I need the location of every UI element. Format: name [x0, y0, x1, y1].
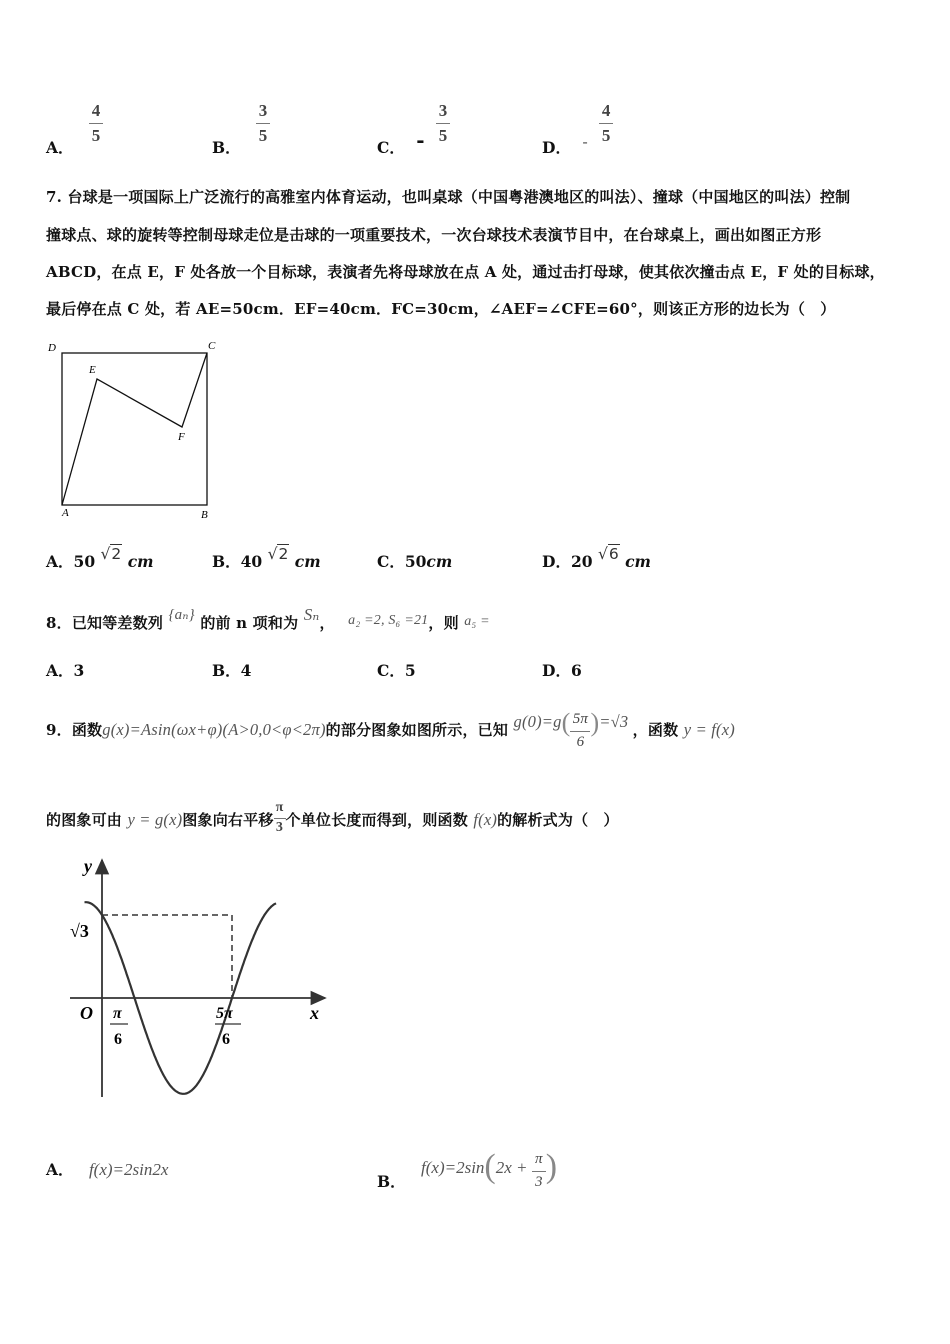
q7-square-figure [40, 336, 230, 526]
origin-label: O [80, 1003, 93, 1023]
q7-text-line-3: ABCD，在点 E，F 处各放一个目标球，表演者先将母球放在点 A 处，通过击打母球，使其依次撞击点 E，F 处的目标球， [46, 263, 885, 281]
y-tick-sqrt3: √3 [70, 921, 89, 941]
q7-option-b[interactable]: B．40 √2 cm [212, 545, 321, 571]
q8-option-c[interactable]: C．5 [377, 661, 416, 680]
ball-path [62, 353, 207, 505]
q6-option-a-fraction: $\frac{4}{5}$ [89, 102, 103, 145]
q6-option-c[interactable]: C． - $\frac{3}{5}$ [377, 102, 450, 145]
q9-sine-graph [60, 852, 340, 1102]
vertex-a-label: A [62, 507, 69, 519]
x-axis-label: x [310, 1003, 319, 1023]
q6-option-c-fraction: $\frac{3}{5}$ [436, 102, 450, 145]
q6-option-b[interactable]: B． $\frac{3}{5}$ [212, 102, 270, 145]
q8-condition: a₂ =2, S₆ =21 [348, 613, 429, 628]
x-tick-5pi-over-6-num: 5π [216, 1005, 233, 1022]
q6-option-d[interactable]: D． - $\frac{4}{5}$ [542, 102, 613, 145]
q9-function-f: y = f(x) [683, 720, 735, 740]
q7-text-line-2: 撞球点、球的旋转等控制母球走位是击球的一项重要技术，一次台球技术表演节目中，在台球桌上，画出如图正方形 [46, 226, 822, 244]
sqrt-symbol: √2 [100, 545, 122, 563]
q7-option-d[interactable]: D．20 √6 cm [542, 545, 651, 571]
vertex-b-label: B [201, 509, 208, 521]
q9-text-line-2: 的图象可由 y = g(x)图象向右平移 $\frac{\pi}{3}$ 个单位长度而得到，则函数 f(x)的解析式为（ ） [46, 800, 619, 835]
sqrt-symbol: √6 [597, 545, 619, 563]
q8-option-b[interactable]: B．4 [212, 661, 252, 680]
point-f-label: F [178, 431, 185, 443]
y-axis-label: y [84, 856, 92, 876]
q9-function-g: g(x)=Asin(ωx+φ)(A>0,0<φ<2π) [102, 720, 326, 740]
q9-shift-fraction: $\frac{\pi}{3}$ [274, 801, 286, 835]
q7-text-line-1: 7. 台球是一项国际上广泛流行的高雅室内体育运动，也叫桌球（中国粤港澳地区的叫法）、撞球（中国地区的叫法）控制 [46, 188, 851, 206]
q7-option-c[interactable]: C．50cm [377, 552, 453, 571]
q6-option-d-fraction: $\frac{4}{5}$ [599, 102, 613, 145]
x-tick-pi-over-6-num: π [113, 1005, 122, 1022]
q8-sum-symbol: Sₙ [303, 605, 320, 624]
q7-text-line-4: 最后停在点 C 处，若 AE=50cm．EF=40cm．FC=30cm，∠AEF=∠CFE=60°，则该正方形的边长为（ ） [46, 300, 836, 318]
q9-text-line-1: 9．函数g(x)=Asin(ωx+φ)(A>0,0<φ<2π)的部分图象如图所示，已知 g(0)=g( $\frac{5\pi}{6}$ )=√3 ，函数 y = f(x) [46, 708, 735, 750]
q9-option-b[interactable]: B． f(x)=2sin(2x + $\frac{\pi}{3}$ ) [377, 1148, 558, 1191]
minus-sign: - [582, 132, 588, 152]
q6-option-a[interactable]: A． $\frac{4}{5}$ [46, 102, 103, 145]
sqrt-symbol: √2 [267, 545, 289, 563]
vertex-d-label: D [48, 342, 56, 354]
minus-sign: - [416, 128, 425, 153]
q8-option-a[interactable]: A．3 [46, 661, 85, 680]
q9-option-a[interactable]: A． f(x)=2sin2x [46, 1160, 169, 1179]
x-tick-pi-over-6-den: 6 [114, 1031, 122, 1048]
q8-ask: a₅ = [464, 614, 490, 629]
q8-text: 8．已知等差数列 {aₙ} 的前 n 项和为 Sₙ， a₂ =2, S₆ =21，则 a₅ = [46, 605, 490, 632]
q8-sequence: {aₙ} [168, 607, 195, 623]
x-tick-5pi-over-6-den: 6 [222, 1031, 230, 1048]
q7-option-a[interactable]: A．50 √2 cm [46, 545, 154, 571]
q8-option-d[interactable]: D．6 [542, 661, 582, 680]
q9-condition: g(0)=g( $\frac{5\pi}{6}$ )=√3 [513, 708, 629, 750]
vertex-c-label: C [208, 340, 216, 352]
q6-option-b-fraction: $\frac{3}{5}$ [256, 102, 270, 145]
point-e-label: E [89, 364, 96, 376]
